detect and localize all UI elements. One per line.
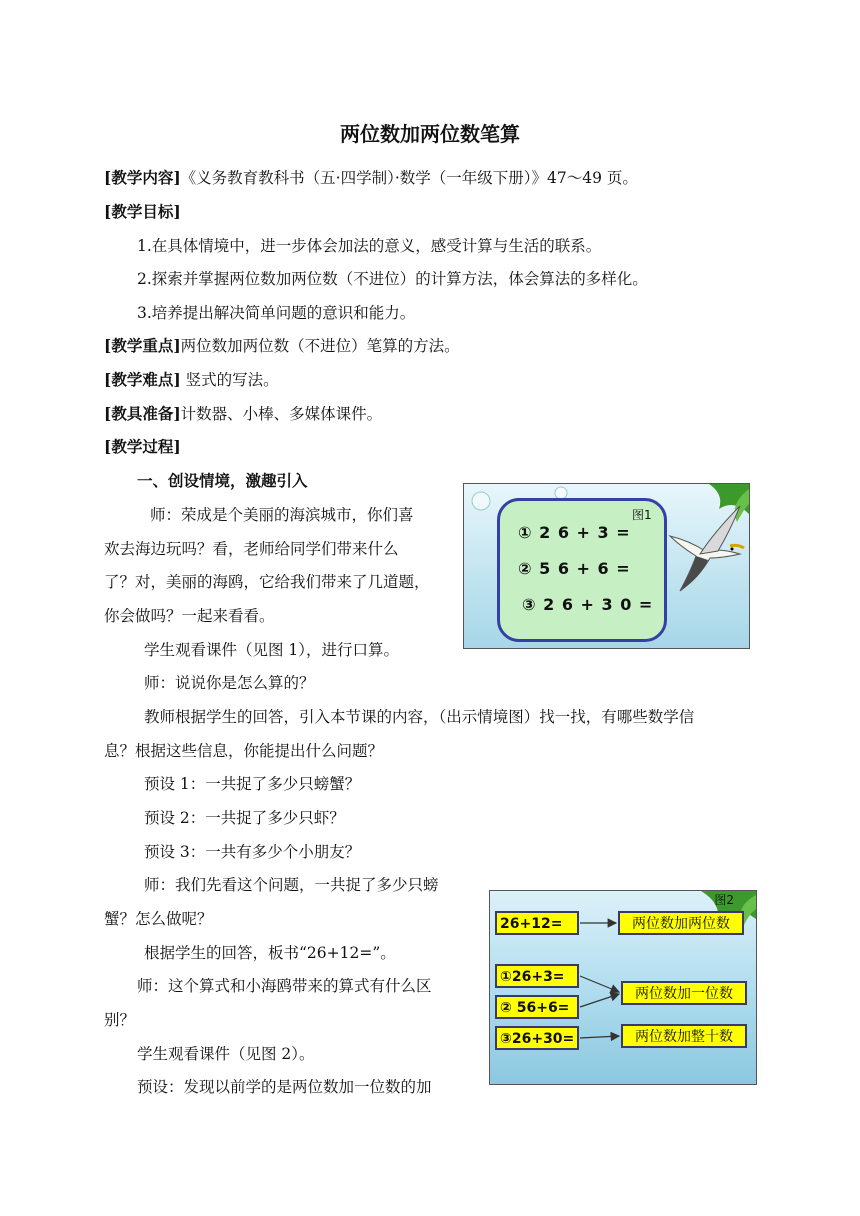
content-line xyxy=(104,167,638,189)
equation-box: 26+12= xyxy=(495,911,579,935)
paragraph-line: 预设：发现以前学的是两位数加一位数的加 xyxy=(137,1078,432,1096)
key-point-text: 两位数加两位数（不进位）笔算的方法。 xyxy=(180,337,460,355)
seagull-icon xyxy=(660,496,746,596)
equation-box: ③26+30= xyxy=(495,1026,579,1050)
content-text: 《义务教育教科书（五·四学制）·数学（一年级下册）》47～49 页。 xyxy=(180,169,638,187)
difficulty-line xyxy=(104,369,279,391)
paragraph-line: 你会做吗？一起来看看。 xyxy=(104,607,275,625)
figure-1-label: 图1 xyxy=(632,508,652,522)
equation-3: ③ 2 6 + 3 0 = xyxy=(522,595,654,614)
paragraph-line: 学生观看课件（见图 2）。 xyxy=(137,1045,315,1063)
equation-2: ② 5 6 + 6 = xyxy=(518,559,631,578)
figure-2 xyxy=(489,890,757,1085)
tools-text: 计数器、小棒、多媒体课件。 xyxy=(180,405,383,423)
difficulty-text: 竖式的写法。 xyxy=(180,371,279,389)
paragraph-line: 息？根据这些信息，你能提出什么问题？ xyxy=(104,742,384,760)
process-label: [教学过程] xyxy=(104,437,181,456)
goal-item-1: 1.在具体情境中，进一步体会加法的意义，感受计算与生活的联系。 xyxy=(137,237,602,255)
paragraph-line: 师：荣成是个美丽的海滨城市，你们喜 xyxy=(150,506,414,524)
tools-label: [教具准备] xyxy=(104,404,181,423)
equation-1: ① 2 6 + 3 = xyxy=(518,523,631,542)
goal-item-2: 2.探索并掌握两位数加两位数（不进位）的计算方法，体会算法的多样化。 xyxy=(137,270,648,288)
arrow-icon xyxy=(580,976,619,992)
equation-box: ①26+3= xyxy=(495,964,579,988)
goals-label: [教学目标] xyxy=(104,202,181,221)
paragraph-line: 别？ xyxy=(104,1011,136,1029)
paragraph-line: 教师根据学生的回答，引入本节课的内容，（出示情境图）找一找，有哪些数学信 xyxy=(144,708,695,726)
arrow-icon xyxy=(580,994,619,1007)
section-heading: 一、创设情境，激趣引入 xyxy=(137,471,308,490)
paragraph-line: 师：这个算式和小海鸥带来的算式有什么区 xyxy=(137,977,432,995)
paragraph-line: 师：说说你是怎么算的？ xyxy=(144,674,315,692)
paragraph-line: 根据学生的回答，板书“26+12=”。 xyxy=(144,944,396,962)
paragraph-line: 师：我们先看这个问题，一共捉了多少只螃 xyxy=(144,876,439,894)
arrow-icon xyxy=(580,1036,619,1038)
figure-1 xyxy=(463,483,750,649)
equation-box: ② 56+6= xyxy=(495,995,579,1019)
figure-2-label: 图2 xyxy=(714,893,734,907)
key-point-line xyxy=(104,335,460,357)
goal-item-3: 3.培养提出解决简单问题的意识和能力。 xyxy=(137,304,416,322)
tools-line xyxy=(104,403,382,425)
paragraph-line: 预设 1：一共捉了多少只螃蟹？ xyxy=(144,775,361,793)
category-box: 两位数加整十数 xyxy=(621,1024,747,1048)
paragraph-line: 预设 2：一共捉了多少只虾？ xyxy=(144,809,345,827)
category-box: 两位数加一位数 xyxy=(621,981,747,1005)
paragraph-line: 学生观看课件（见图 1），进行口算。 xyxy=(144,641,400,659)
bubble-icon xyxy=(470,490,492,512)
paragraph-line: 预设 3：一共有多少个小朋友？ xyxy=(144,843,361,861)
arrows xyxy=(490,891,756,1084)
content-label: [教学内容] xyxy=(104,168,181,187)
page-title: 两位数加两位数笔算 xyxy=(340,122,520,146)
paragraph-line: 欢去海边玩吗？看，老师给同学们带来什么 xyxy=(104,540,399,558)
category-box: 两位数加两位数 xyxy=(618,911,744,935)
paragraph-line: 了？对，美丽的海鸥，它给我们带来了几道题， xyxy=(104,573,430,591)
paragraph-line: 蟹？怎么做呢？ xyxy=(104,910,213,928)
key-point-label: [教学重点] xyxy=(104,336,181,355)
difficulty-label: [教学难点] xyxy=(104,370,181,389)
